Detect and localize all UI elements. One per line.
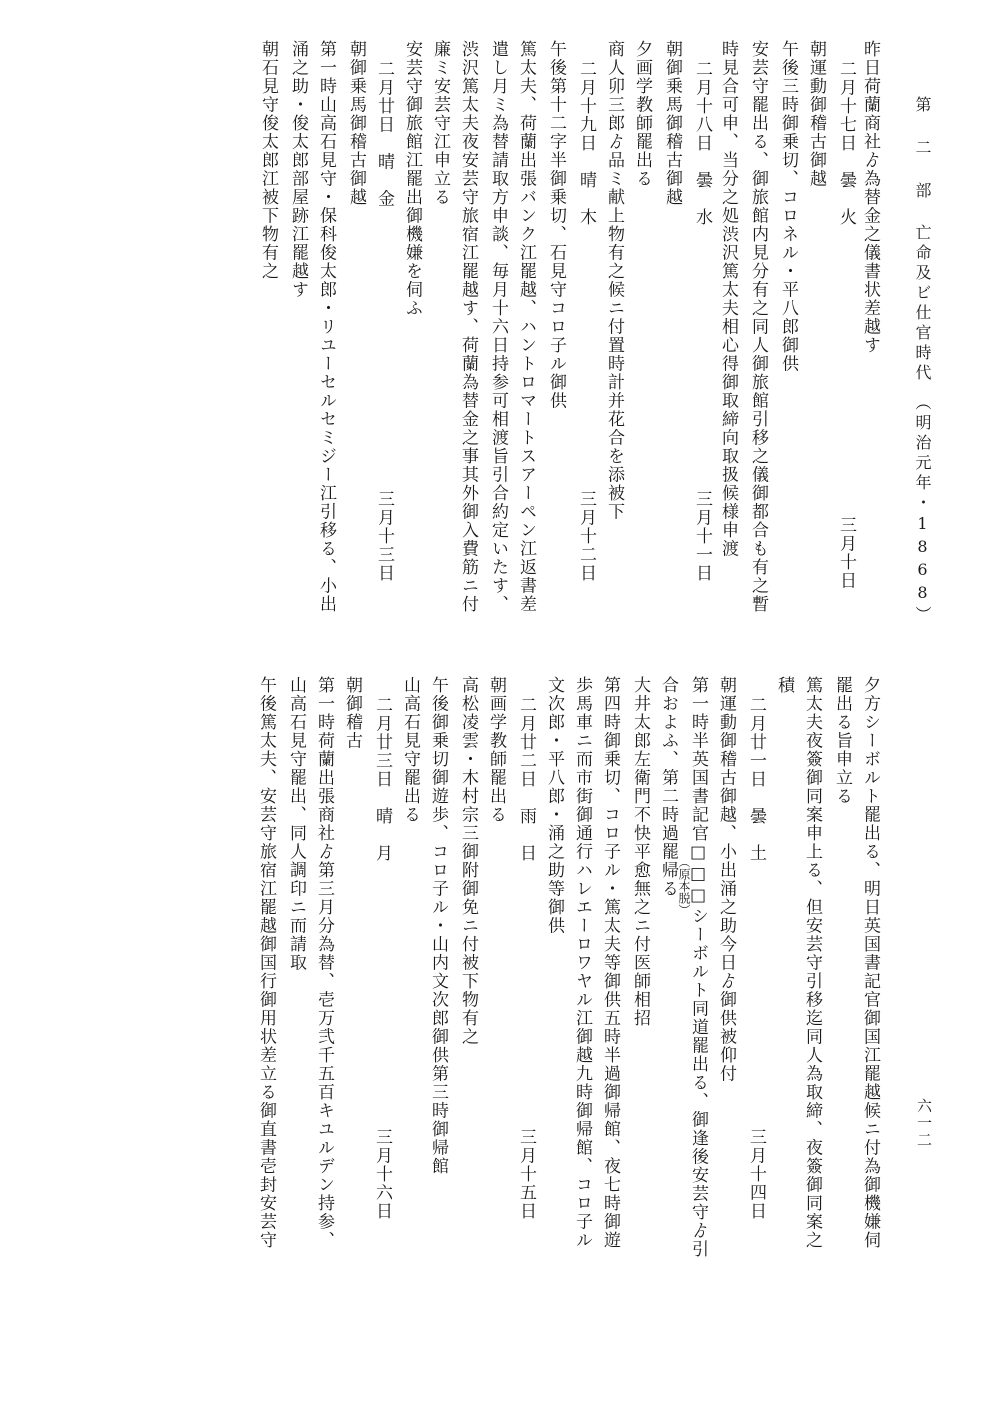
text-line: 朝画学教師罷出る — [486, 676, 506, 824]
text-line: 第四時御乗切、コロ子ル・篤太夫等御供五時半過御帰館、夜七時御遊 — [600, 676, 620, 1250]
text-line: 朝御乗馬御稽古御越 — [346, 40, 366, 207]
western-date: 三月十四日 — [746, 1128, 766, 1221]
text-line: 時見合可申、当分之処渋沢篤太夫相心得御取締向取扱候様申渡 — [718, 40, 738, 558]
western-date: 三月十五日 — [516, 1128, 536, 1221]
diary-date: 二月十九日 晴 木 — [576, 60, 596, 227]
text-line: 積 — [774, 676, 794, 695]
diary-date: 二月廿三日 晴 月 — [372, 696, 392, 863]
text-line: 第一時荷蘭出張商社ゟ第三月分為替、壱万弐千五百キユルデン持参、 — [314, 676, 334, 1250]
text-line: 朝石見守俊太郎江被下物有之 — [258, 40, 278, 281]
text-line: 午後三時御乗切、コロネル・平八郎御供 — [778, 40, 798, 373]
text-line: 安芸守罷出る、御旅館内見分有之同人御旅館引移之儀御都合も有之暫 — [748, 40, 768, 614]
text-line: 朝御乗馬御稽古御越 — [662, 40, 682, 207]
diary-date: 二月廿日 晴 金 — [374, 60, 394, 208]
text-line: 涌之助・俊太郎部屋跡江罷越す — [288, 40, 308, 299]
text-line: 朝運動御稽古御越、小出涌之助今日ゟ御供被仰付 — [716, 676, 736, 1083]
running-header — [914, 96, 930, 626]
text-line: 罷出る旨申立る — [832, 676, 852, 806]
text-line: 朝御稽古 — [342, 676, 362, 750]
text-line: 第一時半英国書記官□□□シーボルト同道罷出る、御逢後安芸守ゟ引 — [688, 676, 708, 1259]
text-line: 高松凌雲・木村宗三御附御免ニ付被下物有之 — [458, 676, 478, 1046]
missing-text-annotation: （原本脱） — [677, 856, 691, 916]
text-line: 夕画学教師罷出る — [632, 40, 652, 188]
text-line: 渋沢篤太夫夜安芸守旅宿江罷越す、荷蘭為替金之事其外御入費筋ニ付 — [458, 40, 478, 614]
text-line: 篤太夫、荷蘭出張バンク江罷越、ハントロマートスアーペン江返書差 — [516, 40, 536, 614]
header-title: 亡命及ビ仕官時代 — [913, 224, 932, 384]
text-line: 廉ミ安芸守江申立る — [430, 40, 450, 207]
page-number: 六一二 — [915, 1098, 933, 1149]
text-line: 歩馬車ニ而市街御通行ハレエーロワヤル江御越九時御帰館、コロ子ル — [572, 676, 592, 1250]
text-line: 山高石見守罷出る — [400, 676, 420, 824]
western-date: 三月十三日 — [374, 490, 394, 583]
diary-date: 二月廿二日 雨 日 — [516, 696, 536, 863]
text-line: 合およふ、第二時過罷帰る — [658, 676, 678, 898]
text-line: 安芸守御旅館江罷出御機嫌を伺ふ — [402, 40, 422, 318]
diary-date: 二月十七日 曇 火 — [836, 60, 856, 227]
text-line: 文次郎・平八郎・涌之助等御供 — [544, 676, 564, 935]
western-date: 三月十日 — [836, 516, 856, 590]
western-date: 三月十二日 — [576, 490, 596, 583]
header-part: 第 二 部 — [913, 96, 932, 202]
text-line: 午後第十二字半御乗切、石見守コロ子ル御供 — [546, 40, 566, 410]
western-date: 三月十六日 — [372, 1128, 392, 1221]
diary-date: 二月廿一日 曇 土 — [746, 696, 766, 863]
text-line: 山高石見守罷出、同人調印ニ而請取 — [286, 676, 306, 972]
text-line: 商人卯三郎ゟ品ミ献上物有之候ニ付置時計并花合を添被下 — [604, 40, 624, 521]
text-line: 午後御乗切御遊歩、コロ子ル・山内文次郎御供第三時御帰館 — [428, 676, 448, 1176]
text-line: 篤太夫夜簽御同案申上る、但安芸守引移迄同人為取締、夜簽御同案之 — [802, 676, 822, 1250]
text-line: 午後篤太夫、安芸守旅宿江罷越御国行御用状差立る御直書壱封安芸守 — [256, 676, 276, 1250]
text-line: 朝運動御稽古御越 — [806, 40, 826, 188]
text-line: 夕方シーボルト罷出る、明日英国書記官御国江罷越候ニ付為御機嫌伺 — [860, 676, 880, 1250]
text-line: 遣し月ミ為替請取方申談、毎月十六日持参可相渡旨引合約定いたす、 — [488, 40, 508, 614]
diary-date: 二月十八日 曇 水 — [692, 60, 712, 227]
western-date: 三月十一日 — [692, 490, 712, 583]
header-era: （明治元年・1868） — [913, 394, 932, 626]
text-line: 大井太郎左衛門不快平愈無之ニ付医師相招 — [630, 676, 650, 1028]
text-line: 第一時山高石見守・保科俊太郎・リユーセルセミジー江引移る、小出 — [316, 40, 336, 614]
text-line: 昨日荷蘭商社ゟ為替金之儀書状差越す — [860, 40, 880, 355]
